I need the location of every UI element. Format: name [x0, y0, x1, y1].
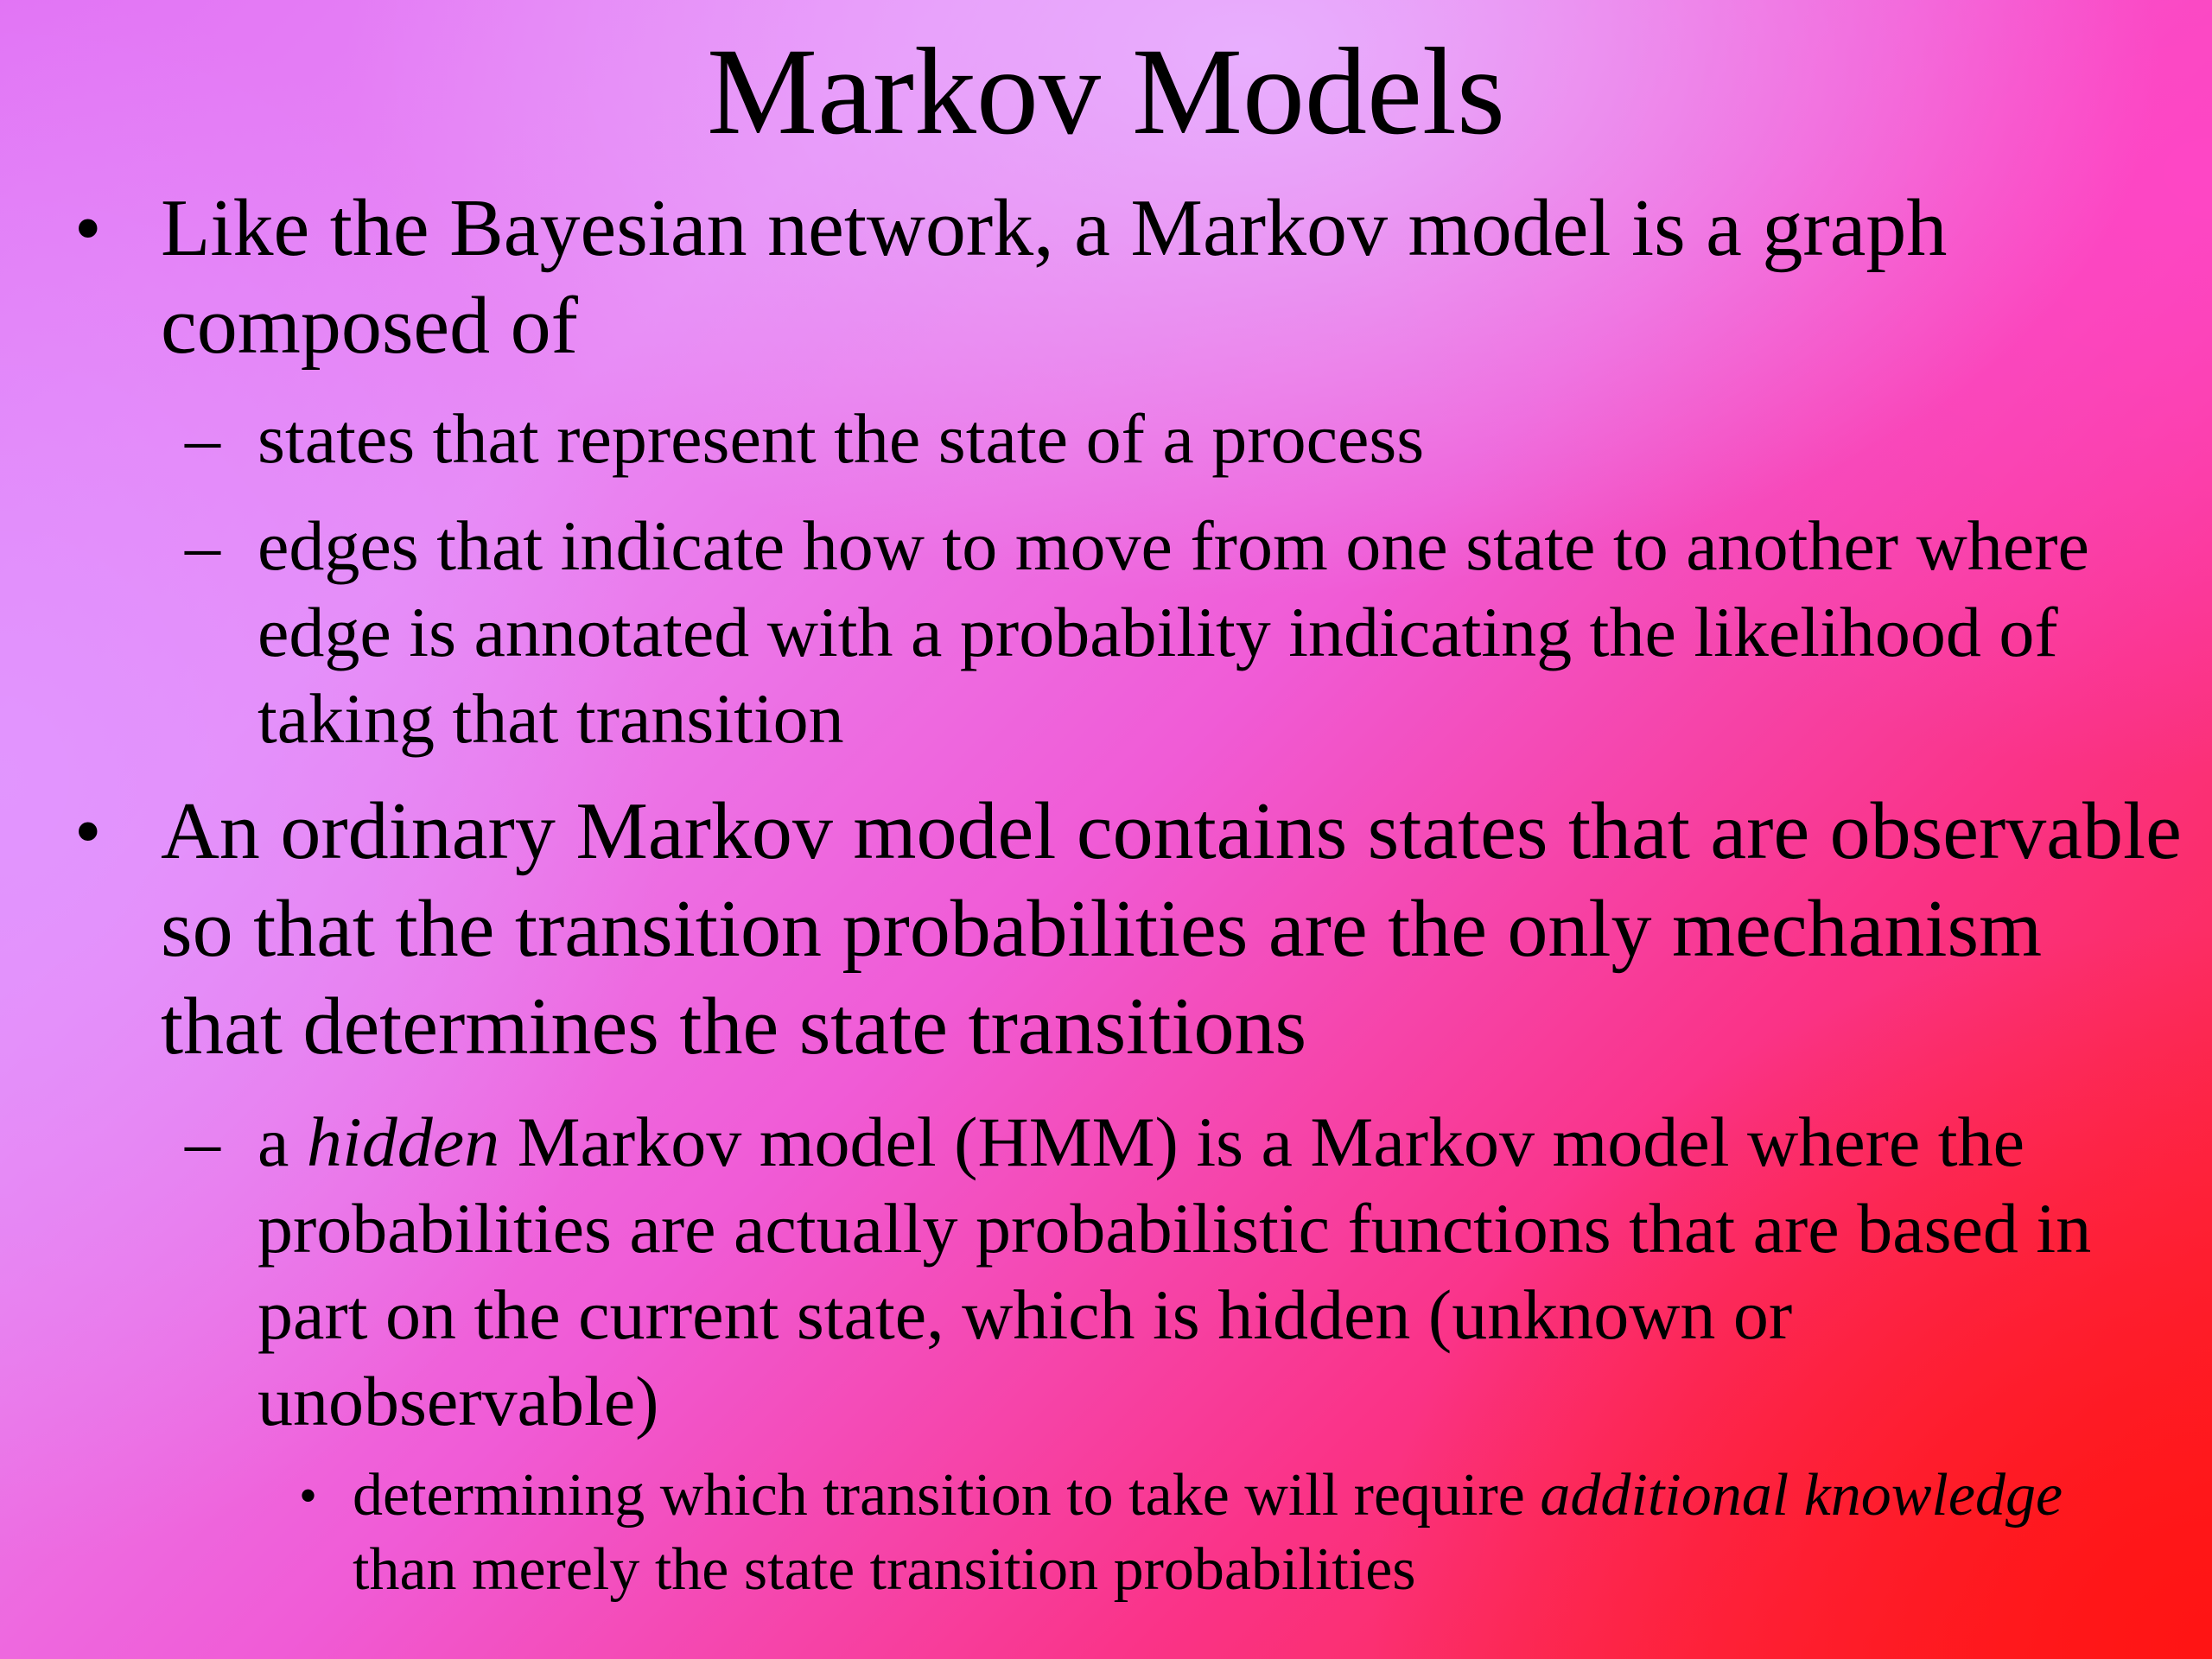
- bullet-marker: •: [74, 186, 102, 271]
- bullet-marker: •: [74, 789, 102, 874]
- bullet-item: [74, 783, 2183, 1076]
- dash-marker: –: [185, 399, 220, 478]
- dash-marker: –: [185, 506, 220, 585]
- sub-bullet-text-end: Markov model (HMM) is a Markov model where the probabilities are actually probabilistic functions that are based in part on the current state, which is hidden (unknown or unobservable): [257, 1103, 2092, 1440]
- bullet-item: [74, 180, 2183, 375]
- sub-sub-bullet-text-start: determining which transition to take will require: [353, 1462, 1541, 1529]
- sub-bullet-item: [185, 1099, 2184, 1445]
- sub-sub-bullet-text: [353, 1462, 2063, 1603]
- emphasis-additional-knowledge: additional knowledge: [1540, 1462, 2063, 1529]
- bullet-text: Like the Bayesian network, a Markov model is a graph composed of: [161, 183, 1948, 371]
- sub-sub-bullet-text-end: than merely the state transition probabilities: [353, 1536, 1416, 1603]
- dash-marker: –: [185, 1103, 220, 1181]
- bullet-text: An ordinary Markov model contains states that are observable so that the transition probabilities are the only mechanism that determines the state transitions: [161, 786, 2182, 1071]
- sub-bullet-item: [185, 396, 2184, 482]
- sub-bullet-item: [185, 503, 2184, 762]
- sub-bullet-text-start: a: [257, 1103, 307, 1181]
- sub-bullet-text: edges that indicate how to move from one state to another where edge is annotated with a probability indicating the likelihood of taking that transition: [257, 506, 2089, 758]
- emphasis-hidden: hidden: [306, 1103, 500, 1181]
- small-bullet-marker: •: [299, 1467, 318, 1524]
- slide-title: Markov Models: [707, 23, 1505, 161]
- sub-bullet-text: states that represent the state of a process: [257, 399, 1425, 478]
- sub-bullet-text: [257, 1103, 2091, 1440]
- sub-sub-bullet-item: [299, 1459, 2167, 1607]
